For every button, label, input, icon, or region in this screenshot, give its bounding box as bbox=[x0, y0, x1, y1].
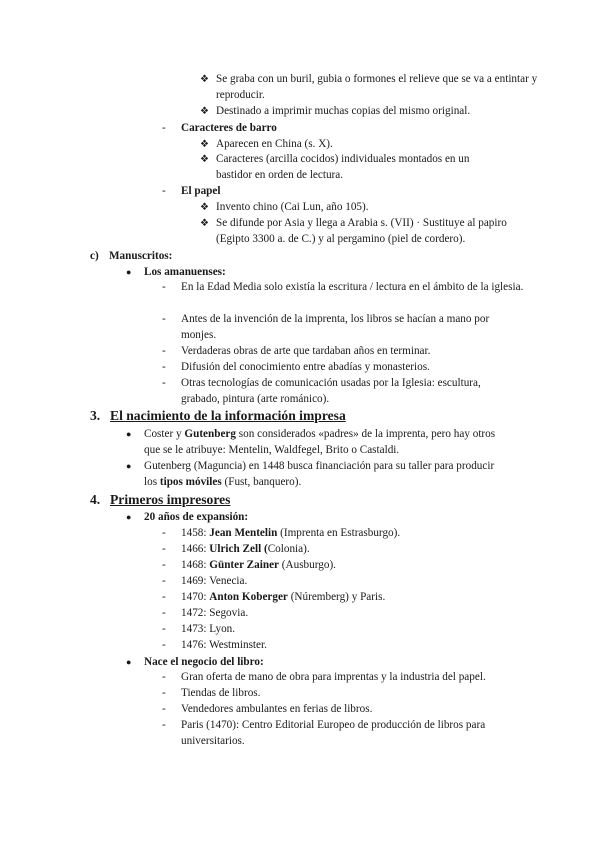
dash-marker: - bbox=[162, 639, 166, 651]
bullet-subheading bbox=[126, 510, 526, 526]
section-number: 4. bbox=[90, 492, 101, 507]
bullet-item bbox=[126, 459, 506, 490]
section-title: Primeros impresores bbox=[110, 492, 231, 507]
dash-marker: - bbox=[162, 281, 166, 293]
dash-marker: - bbox=[162, 377, 166, 389]
item-text: Verdaderas obras de arte que tardaban años en terminar. bbox=[181, 345, 431, 357]
dash-item bbox=[162, 670, 524, 686]
diamond-bullet-icon: ❖ bbox=[200, 74, 209, 85]
section-c-heading bbox=[90, 249, 510, 265]
dash-item bbox=[162, 606, 524, 622]
dash-item bbox=[162, 590, 524, 606]
bullet-subheading bbox=[126, 655, 526, 671]
dash-marker: - bbox=[162, 703, 166, 715]
dash-marker: - bbox=[162, 185, 166, 197]
diamond-bullet-item bbox=[200, 137, 540, 153]
diamond-bullet-icon: ❖ bbox=[200, 139, 209, 150]
diamond-bullet-item bbox=[200, 216, 532, 247]
dash-marker: - bbox=[162, 361, 166, 373]
section-title: El nacimiento de la información impresa bbox=[110, 408, 346, 423]
dash-item bbox=[162, 622, 524, 638]
dash-item bbox=[162, 360, 524, 376]
dash-marker: - bbox=[162, 345, 166, 357]
bullet-dot-icon: ● bbox=[126, 267, 132, 277]
dash-item bbox=[162, 574, 524, 590]
diamond-bullet-icon: ❖ bbox=[200, 154, 209, 165]
subheading-text: 20 años de expansión: bbox=[144, 511, 249, 523]
diamond-bullet-icon: ❖ bbox=[200, 202, 209, 213]
item-text: En la Edad Media solo existía la escritura / lectura en el ámbito de la iglesia. bbox=[181, 281, 524, 293]
item-text: 1458: Jean Mentelin (Imprenta en Estrasburgo). bbox=[181, 527, 401, 539]
diamond-bullet-icon: ❖ bbox=[200, 106, 209, 117]
dash-marker: - bbox=[162, 527, 166, 539]
dash-marker: - bbox=[162, 313, 166, 325]
item-text: Difusión del conocimiento entre abadías y monasterios. bbox=[181, 361, 430, 373]
diamond-bullet-item bbox=[200, 152, 500, 183]
item-text: 1472: Segovia. bbox=[181, 607, 249, 619]
item-text: 1473: Lyon. bbox=[181, 623, 236, 635]
dash-item bbox=[162, 718, 517, 749]
section-4-heading bbox=[90, 491, 550, 508]
dash-marker: - bbox=[162, 719, 166, 731]
subheading-text: El papel bbox=[181, 185, 221, 197]
item-text: 1468: Günter Zainer (Ausburgo). bbox=[181, 559, 336, 571]
dash-item bbox=[162, 542, 524, 558]
item-text: Destinado a imprimir muchas copias del mismo original. bbox=[216, 105, 471, 117]
item-text: Aparecen en China (s. X). bbox=[216, 138, 333, 150]
item-text: Se graba con un buril, gubia o formones el relieve que se va a entintar y reproducir. bbox=[216, 73, 538, 101]
dash-item bbox=[162, 638, 524, 654]
dash-subheading bbox=[162, 184, 522, 200]
item-text: Antes de la invención de la imprenta, los libros se hacían a mano por monjes. bbox=[181, 313, 490, 341]
dash-marker: - bbox=[162, 687, 166, 699]
item-text: Paris (1470): Centro Editorial Europeo de producción de libros para universitarios. bbox=[181, 719, 486, 747]
item-text: 1476: Westminster. bbox=[181, 639, 267, 651]
dash-item bbox=[162, 376, 517, 407]
dash-item bbox=[162, 558, 524, 574]
subheading-text: Los amanuenses: bbox=[144, 266, 226, 278]
dash-item bbox=[162, 686, 524, 702]
dash-item bbox=[162, 702, 524, 718]
item-text: Otras tecnologías de comunicación usadas por la Iglesia: escultura, grabado, pintura (arte románico). bbox=[181, 377, 481, 405]
dash-item bbox=[162, 344, 524, 360]
item-text: 1466: Ulrich Zell (Colonia). bbox=[181, 543, 310, 555]
item-text: Gutenberg (Maguncia) en 1448 busca financiación para su taller para producir los tipos móviles (Fust, banquero). bbox=[144, 460, 495, 488]
dash-marker: - bbox=[162, 607, 166, 619]
item-text: Se difunde por Asia y llega a Arabia s. (VII) · Sustituye al papiro (Egipto 3300 a. de C.) y al pergamino (piel de cordero). bbox=[216, 217, 507, 245]
diamond-bullet-item bbox=[200, 72, 540, 103]
diamond-bullet-item bbox=[200, 104, 540, 120]
bullet-dot-icon: ● bbox=[126, 657, 132, 667]
item-text: Coster y Gutenberg son considerados «padres» de la imprenta, pero hay otros que se le atribuye: Mentelin, Waldfegel, Brito o Castaldi. bbox=[144, 428, 496, 456]
section-3-heading bbox=[90, 407, 550, 424]
dash-marker: - bbox=[162, 623, 166, 635]
item-text: Vendedores ambulantes en ferias de libros. bbox=[181, 703, 373, 715]
bullet-dot-icon: ● bbox=[126, 512, 132, 522]
bullet-item bbox=[126, 427, 506, 458]
item-text: Invento chino (Cai Lun, año 105). bbox=[216, 201, 369, 213]
dash-marker: - bbox=[162, 559, 166, 571]
dash-subheading bbox=[162, 121, 522, 137]
bullet-dot-icon: ● bbox=[126, 461, 132, 471]
subheading-text: Nace el negocio del libro: bbox=[144, 656, 264, 668]
dash-item bbox=[162, 526, 524, 542]
dash-item bbox=[162, 280, 524, 296]
dash-item bbox=[162, 312, 524, 343]
section-title: Manuscritos: bbox=[109, 250, 173, 262]
dash-marker: - bbox=[162, 671, 166, 683]
item-text: Caracteres (arcilla cocidos) individuales montados en un bastidor en orden de lectura. bbox=[216, 153, 470, 181]
section-number: 3. bbox=[90, 408, 101, 423]
item-text: 1469: Venecia. bbox=[181, 575, 248, 587]
dash-marker: - bbox=[162, 122, 166, 134]
item-text: Tiendas de libros. bbox=[181, 687, 261, 699]
subheading-text: Caracteres de barro bbox=[181, 122, 277, 134]
bullet-subheading bbox=[126, 265, 526, 281]
item-text: Gran oferta de mano de obra para imprentas y la industria del papel. bbox=[181, 671, 486, 683]
dash-marker: - bbox=[162, 575, 166, 587]
dash-marker: - bbox=[162, 591, 166, 603]
dash-marker: - bbox=[162, 543, 166, 555]
section-marker: c) bbox=[90, 250, 99, 262]
bullet-dot-icon: ● bbox=[126, 429, 132, 439]
diamond-bullet-icon: ❖ bbox=[200, 218, 209, 229]
item-text: 1470: Anton Koberger (Núremberg) y Paris. bbox=[181, 591, 386, 603]
diamond-bullet-item bbox=[200, 200, 540, 216]
